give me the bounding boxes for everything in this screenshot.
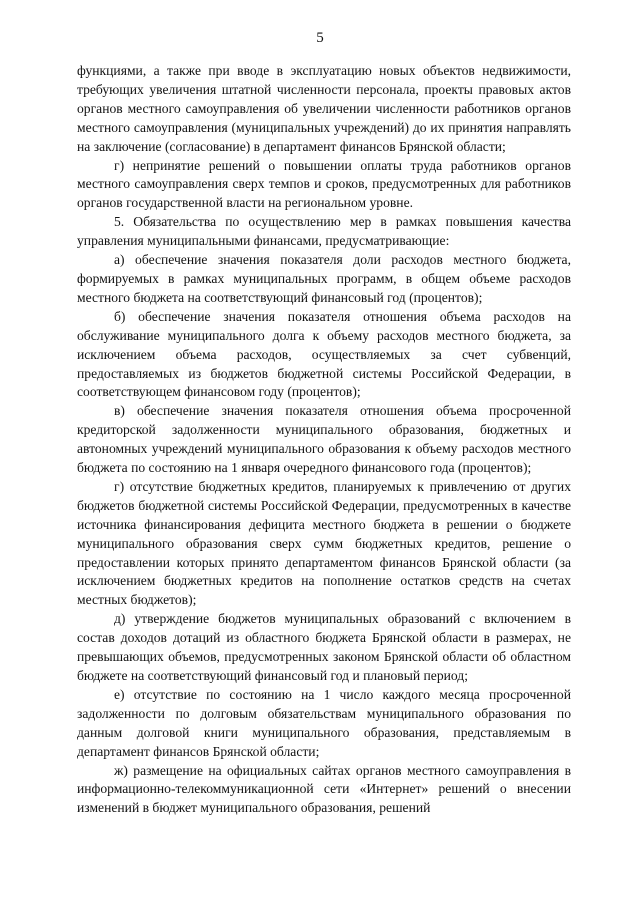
paragraph-item-g2: г) отсутствие бюджетных кредитов, планируемых к привлечению от других бюджетов бюджетной системы Российской Федерации, предусмотренных в качестве источника финансирования дефицита местного бюджета в решении о бюджете муниципального образования сверх сумм бюджетных кредитов, решение о предоставлении которых принято департаментом финансов Брянской области (за исключением бюджетных кредитов на пополнение остатков средств на счетах местных бюджетов); bbox=[77, 478, 571, 608]
paragraph-section-5: 5. Обязательства по осуществлению мер в рамках повышения качества управления муниципальными финансами, предусматривающие: bbox=[77, 214, 571, 249]
document-body bbox=[77, 62, 571, 818]
paragraph-item-d: д) утверждение бюджетов муниципальных образований с включением в состав доходов дотаций из областного бюджета Брянской области в размерах, не превышающих объемов, предусмотренных законом Брянской области об областном бюджете на соответствующий финансовый год и плановый период; bbox=[77, 611, 571, 683]
paragraph-item-g: г) непринятие решений о повышении оплаты труда работников органов местного самоуправления сверх темпов и сроков, предусмотренных для работников органов государственной власти на региональном уровне. bbox=[77, 157, 571, 211]
paragraph-item-b: б) обеспечение значения показателя отношения объема расходов на обслуживание муниципального долга к объему расходов местного бюджета, за исключением объема расходов, осуществляемых за счет субвенций, предоставляемых из бюджетов бюджетной системы Российской Федерации, в соответствующем финансовом году (процентов); bbox=[77, 308, 571, 400]
paragraph-item-a: а) обеспечение значения показателя доли расходов местного бюджета, формируемых в рамках муниципальных программ, в общем объеме расходов местного бюджета на соответствующий финансовый год (процентов); bbox=[77, 252, 571, 305]
paragraph-item-zh: ж) размещение на официальных сайтах органов местного самоуправления в информационно-телекоммуникационной сети «Интернет» решений о внесении изменений в бюджет муниципального образования, решений bbox=[77, 762, 571, 816]
paragraph-item-e: е) отсутствие по состоянию на 1 число каждого месяца просроченной задолженности по долговым обязательствам муниципального образования по данным долговой книги муниципального образования, представляемым в департамент финансов Брянской области; bbox=[77, 686, 571, 759]
page-number: 5 bbox=[316, 30, 324, 46]
paragraph-item-v: в) обеспечение значения показателя отношения объема просроченной кредиторской задолженности муниципального образования, бюджетных и автономных учреждений муниципального образования к объему расходов местного бюджета по состоянию на 1 января очередного финансового года (процентов); bbox=[77, 403, 571, 476]
paragraph-continuation: функциями, а также при вводе в эксплуатацию новых объектов недвижимости, требующих увеличения штатной численности персонала, проекты правовых актов органов местного самоуправления об увеличении численности работников органов местного самоуправления (муниципальных учреждений) до их принятия направлять на заключение (согласование) в департамент финансов Брянской области; bbox=[77, 63, 571, 154]
